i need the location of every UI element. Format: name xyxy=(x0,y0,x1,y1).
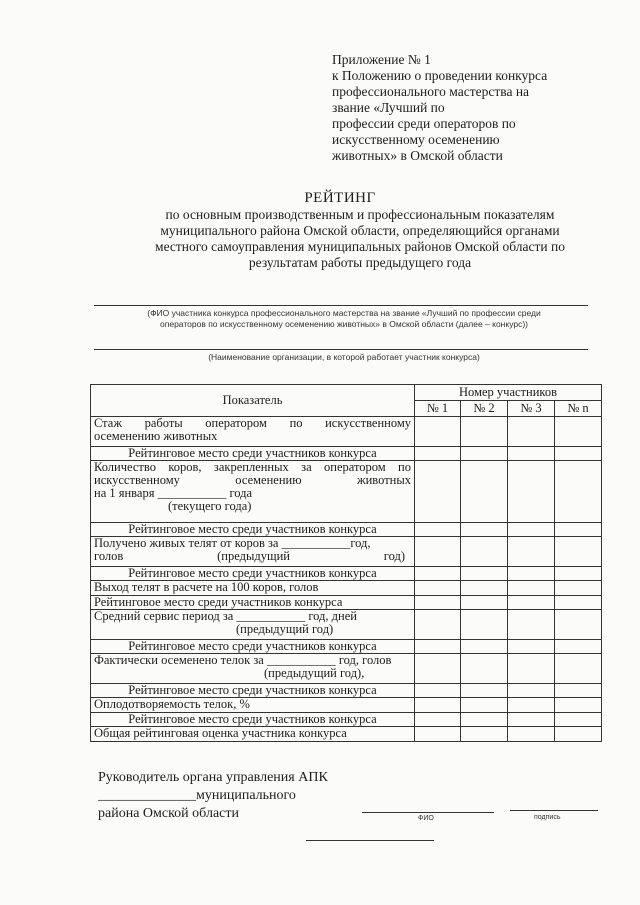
score-cell xyxy=(461,537,508,567)
participant-name-line xyxy=(94,305,588,306)
indicator-cell xyxy=(91,610,415,640)
score-cell xyxy=(508,596,555,610)
subtitle-line: муниципального района Омской области, определяющийся органами xyxy=(160,223,560,238)
score-cell xyxy=(415,447,461,461)
caption-line: операторов по искусственному осеменению животных» в Омской области (далее – конкурс)) xyxy=(160,319,528,329)
rank-label: Рейтинговое место среди участников конкурса xyxy=(91,640,415,654)
rank-label: Рейтинговое место среди участников конкурса xyxy=(91,596,415,610)
annex-header xyxy=(332,52,632,164)
score-cell xyxy=(415,654,461,684)
score-cell xyxy=(415,581,461,596)
score-cell xyxy=(461,447,508,461)
caption-line: (ФИО участника конкурса профессионального мастерства на звание «Лучший по профессии среди xyxy=(147,308,541,318)
score-cell xyxy=(415,523,461,537)
column-header: № 1 xyxy=(415,401,461,417)
score-cell xyxy=(461,610,508,640)
signature-label: подпись xyxy=(534,814,561,821)
score-cell xyxy=(555,727,602,742)
score-cell xyxy=(555,596,602,610)
signature-line xyxy=(510,810,598,811)
table-row xyxy=(91,523,602,537)
organization-caption: (Наименование организации, в которой работает участник конкурса) xyxy=(208,352,480,362)
indicator-text: искусственному осеменению животных xyxy=(94,473,411,487)
indicator-cell xyxy=(91,654,415,684)
participant-caption xyxy=(94,308,594,330)
rank-label: Рейтинговое место среди участников конкурса xyxy=(91,713,415,727)
score-cell xyxy=(555,581,602,596)
score-cell xyxy=(555,713,602,727)
score-cell xyxy=(508,727,555,742)
score-cell xyxy=(461,461,508,523)
score-cell xyxy=(508,447,555,461)
score-cell xyxy=(461,654,508,684)
indicator-text: (предыдущий год), xyxy=(264,666,365,680)
annex-line: искусственному осеменению xyxy=(332,132,500,147)
organization-name-line xyxy=(94,349,588,350)
score-cell xyxy=(555,523,602,537)
score-cell xyxy=(461,713,508,727)
score-cell xyxy=(555,684,602,698)
subtitle-line: результатам работы предыдущего года xyxy=(248,255,472,270)
rank-label: Рейтинговое место среди участников конкурса xyxy=(91,684,415,698)
score-cell xyxy=(508,567,555,581)
column-header: № 3 xyxy=(508,401,555,417)
score-cell xyxy=(415,684,461,698)
signature-region: района Омской области xyxy=(98,806,239,821)
score-cell xyxy=(508,610,555,640)
rank-label: Рейтинговое место среди участников конкурса xyxy=(91,567,415,581)
score-cell xyxy=(415,640,461,654)
score-cell xyxy=(508,640,555,654)
score-cell xyxy=(555,610,602,640)
score-cell xyxy=(508,523,555,537)
bottom-line xyxy=(306,840,434,841)
indicator-text: Стаж работы оператором по искусственному xyxy=(94,416,411,430)
score-cell xyxy=(461,727,508,742)
indicator-header: Показатель xyxy=(91,385,415,417)
table-row xyxy=(91,640,602,654)
indicator-text: (текущего года) xyxy=(168,499,252,513)
column-header: № 2 xyxy=(461,401,508,417)
document-subtitle xyxy=(80,207,640,271)
indicator-cell xyxy=(91,537,415,567)
score-cell xyxy=(415,713,461,727)
score-cell xyxy=(508,684,555,698)
score-cell xyxy=(555,417,602,447)
score-cell xyxy=(555,640,602,654)
score-cell xyxy=(415,461,461,523)
score-cell xyxy=(415,610,461,640)
table-row xyxy=(91,684,602,698)
table-row xyxy=(91,713,602,727)
table-row xyxy=(91,596,602,610)
score-cell xyxy=(461,698,508,713)
score-cell xyxy=(508,461,555,523)
table-row xyxy=(91,654,602,684)
indicator-text: Выход телят в расчете на 100 коров, голов xyxy=(91,581,415,596)
document-title: РЕЙТИНГ xyxy=(304,190,376,206)
indicator-text: осеменению животных xyxy=(94,429,218,443)
subtitle-line: местного самоуправления муниципальных районов Омской области по xyxy=(155,239,565,254)
table-row xyxy=(91,417,602,447)
score-cell xyxy=(415,567,461,581)
annex-line: Приложение № 1 xyxy=(332,52,431,67)
indicator-text: Количество коров, закрепленных за оператором по xyxy=(94,460,411,474)
indicator-text: Средний сервис период за ___________ год, дней xyxy=(94,609,357,623)
score-cell xyxy=(415,727,461,742)
indicator-text: Получено живых телят от коров за ___________год, xyxy=(94,536,371,550)
score-cell xyxy=(461,523,508,537)
score-cell xyxy=(508,713,555,727)
score-cell xyxy=(508,417,555,447)
annex-line: профессионального мастерства на xyxy=(332,84,530,99)
indicator-text: Фактически осеменено телок за ___________ год, голов xyxy=(94,653,392,667)
indicator-cell xyxy=(91,417,415,447)
table-row xyxy=(91,537,602,567)
participants-header: Номер участников xyxy=(415,385,602,401)
score-cell xyxy=(461,417,508,447)
indicator-text: (предыдущий год) xyxy=(236,622,334,636)
signature-municipality: ______________муниципального xyxy=(98,788,296,803)
column-header: № n xyxy=(555,401,602,417)
table-header-row xyxy=(91,385,602,401)
score-cell xyxy=(508,537,555,567)
table-row xyxy=(91,581,602,596)
score-cell xyxy=(508,654,555,684)
table-row xyxy=(91,567,602,581)
score-cell xyxy=(461,640,508,654)
subtitle-line: по основным производственным и профессиональным показателям xyxy=(165,207,555,222)
score-cell xyxy=(555,537,602,567)
signature-title: Руководитель органа управления АПК xyxy=(98,770,328,785)
score-cell xyxy=(461,596,508,610)
score-cell xyxy=(555,461,602,523)
score-cell xyxy=(415,698,461,713)
fio-line xyxy=(362,812,494,813)
score-cell xyxy=(508,581,555,596)
indicator-cell xyxy=(91,461,415,523)
indicator-text: Общая рейтинговая оценка участника конкурса xyxy=(91,727,415,742)
table-row xyxy=(91,461,602,523)
score-cell xyxy=(461,581,508,596)
table-row xyxy=(91,447,602,461)
indicator-text: голов (предыдущий год) xyxy=(94,549,405,563)
rank-label: Рейтинговое место среди участников конкурса xyxy=(91,523,415,537)
score-cell xyxy=(555,654,602,684)
table-row xyxy=(91,698,602,713)
score-cell xyxy=(508,698,555,713)
score-cell xyxy=(555,698,602,713)
score-cell xyxy=(415,417,461,447)
score-cell xyxy=(415,537,461,567)
score-cell xyxy=(461,567,508,581)
indicator-text: Оплодотворяемость телок, % xyxy=(91,698,415,713)
annex-line: профессии среди операторов по xyxy=(332,116,516,131)
annex-line: звание «Лучший по xyxy=(332,100,445,115)
rank-label: Рейтинговое место среди участников конкурса xyxy=(91,447,415,461)
annex-line: животных» в Омской области xyxy=(332,148,503,163)
table-row xyxy=(91,727,602,742)
score-cell xyxy=(461,684,508,698)
indicator-text: на 1 января ___________ года xyxy=(94,486,253,500)
score-cell xyxy=(555,447,602,461)
fio-label: ФИО xyxy=(418,815,434,822)
score-cell xyxy=(415,596,461,610)
annex-line: к Положению о проведении конкурса xyxy=(332,68,548,83)
score-cell xyxy=(555,567,602,581)
rating-table xyxy=(90,384,602,742)
table-row xyxy=(91,610,602,640)
